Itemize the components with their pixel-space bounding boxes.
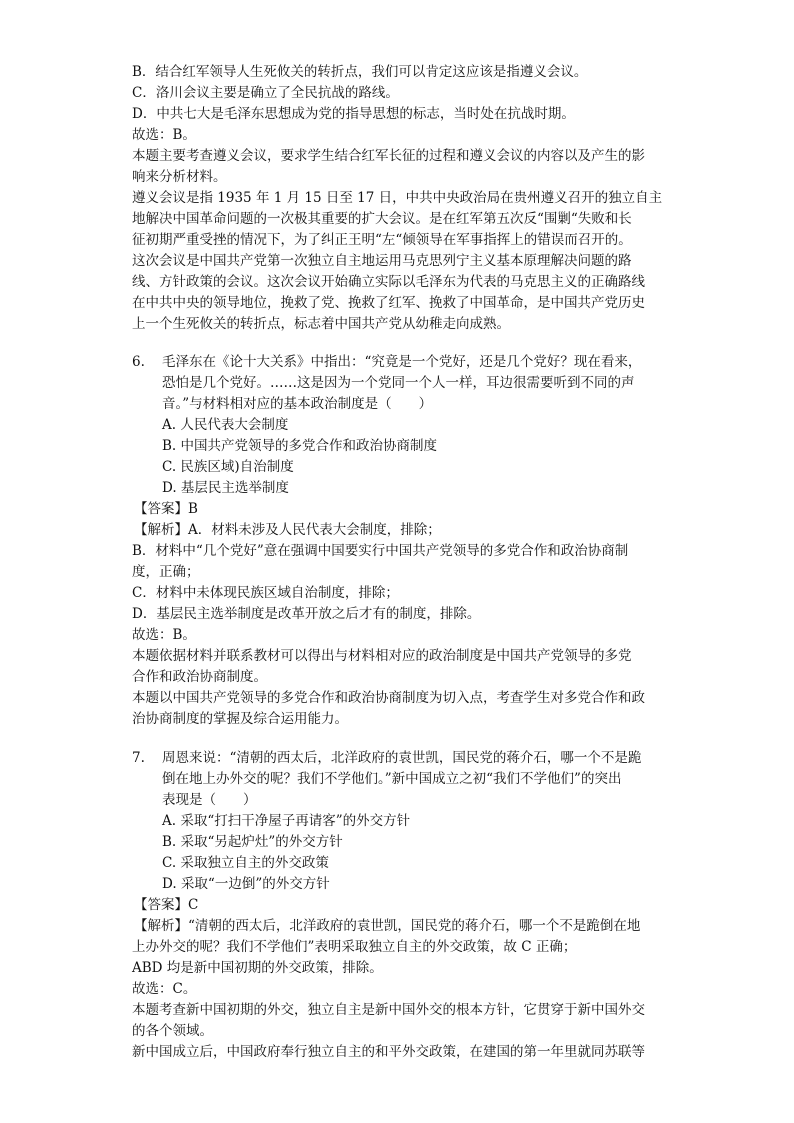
question-number: 7. (132, 750, 145, 766)
question-stem: 周恩来说：“清朝的西太后，北洋政府的袁世凯，国民党的蒋介石，哪一个不是跪 (162, 750, 642, 766)
question-stem: 音。”与材料相对应的基本政治制度是（ ） (162, 396, 433, 412)
text-line: B．结合红军领导人生死攸关的转折点，我们可以肯定这应该是指遵义会议。 (132, 64, 588, 80)
question-number: 6. (132, 354, 145, 370)
analysis-line: ABD 均是新中国初期的外交政策，排除。 (132, 960, 383, 976)
question-stem: 毛泽东在《论十大关系》中指出：“究竟是一个党好，还是几个党好？现在看来， (162, 354, 642, 370)
text-line: 在中共中央的领导地位，挽救了党、挽救了红军、挽救了中国革命，是中国共产党历史 (132, 295, 645, 311)
text-line: 征初期严重受挫的情况下，为了纠正王明“左“倾领导在军事指挥上的错误而召开的。 (132, 232, 632, 248)
analysis-line: 治协商制度的掌握及综合运用能力。 (132, 711, 348, 727)
text-line: 本题主要考查遵义会议，要求学生结合红军长征的过程和遵义会议的内容以及产生的影 (132, 148, 645, 164)
analysis-line: 【解析】A．材料未涉及人民代表大会制度，排除； (134, 522, 441, 538)
option-b: B. 采取“另起炉灶”的外交方针 (162, 834, 343, 850)
option-c: C. 采取独立自主的外交政策 (162, 855, 329, 871)
text-line: D．中共七大是毛泽东思想成为党的指导思想的标志，当时处在抗战时期。 (132, 106, 575, 122)
answer-label: 【答案】C (134, 897, 199, 913)
analysis-line: 度，正确； (132, 564, 200, 580)
analysis-line: 新中国成立后，中国政府奉行独立自主的和平外交政策，在建国的第一年里就同苏联等 (132, 1044, 645, 1060)
analysis-line: B．材料中“几个党好”意在强调中国要实行中国共产党领导的多党合作和政治协商制 (132, 543, 629, 559)
analysis-line: 故选：C。 (132, 981, 197, 997)
option-c: C. 民族区域)自治制度 (162, 459, 294, 475)
text-line: 线、方针政策的会议。这次会议开始确立实际以毛泽东为代表的马克思主义的正确路线 (132, 274, 645, 290)
text-line: 响来分析材料。 (132, 169, 227, 185)
analysis-line: 合作和政治协商制度。 (132, 669, 267, 685)
option-d: D. 采取“一边倒”的外交方针 (162, 876, 330, 892)
text-line: 上一个生死攸关的转折点，标志着中国共产党从幼稚走向成熟。 (132, 316, 510, 332)
analysis-line: C．材料中未体现民族区域自治制度，排除； (132, 585, 399, 601)
text-line: 地解决中国革命问题的一次极其重要的扩大会议。是在红军第五次反“围剿“失败和长 (132, 211, 632, 227)
option-a: A. 人民代表大会制度 (162, 417, 289, 433)
analysis-line: 本题依据材料并联系教材可以得出与材料相对应的政治制度是中国共产党领导的多党 (132, 648, 632, 664)
option-d: D. 基层民主选举制度 (162, 480, 289, 496)
question-stem: 恐怕是几个党好。……这是因为一个党同一个人一样，耳边很需要听到不同的声 (162, 375, 635, 391)
option-a: A. 采取“打扫干净屋子再请客”的外交方针 (162, 813, 411, 829)
analysis-line: 【解析】“清朝的西太后，北洋政府的袁世凯，国民党的蒋介石，哪一个不是跪倒在地 (134, 918, 641, 934)
analysis-line: 本题以中国共产党领导的多党合作和政治协商制度为切入点，考查学生对多党合作和政 (132, 690, 645, 706)
text-line: 故选：B。 (132, 127, 196, 143)
text-line: C．洛川会议主要是确立了全民抗战的路线。 (132, 85, 399, 101)
analysis-line: 上办外交的呢？我们不学他们”表明采取独立自主的外交政策，故 C 正确； (132, 939, 577, 955)
answer-label: 【答案】B (134, 501, 198, 517)
option-b: B. 中国共产党领导的多党合作和政治协商制度 (162, 438, 438, 454)
analysis-line: D．基层民主选举制度是改革开放之后才有的制度，排除。 (132, 606, 481, 622)
question-stem: 倒在地上办外交的呢？我们不学他们。”新中国成立之初“我们不学他们”的突出 (162, 771, 622, 787)
analysis-line: 本题考查新中国初期的外交，独立自主是新中国外交的根本方针，它贯穿于新中国外交 (132, 1002, 645, 1018)
question-stem: 表现是（ ） (162, 792, 257, 808)
analysis-line: 故选：B。 (132, 627, 196, 643)
text-line: 遵义会议是指 1935 年 1 月 15 日至 17 日，中共中央政治局在贵州遵义召开的独立自主 (132, 190, 663, 206)
analysis-line: 的各个领域。 (132, 1023, 213, 1039)
text-line: 这次会议是中国共产党第一次独立自主地运用马克思列宁主义基本原理解决问题的路 (132, 253, 632, 269)
